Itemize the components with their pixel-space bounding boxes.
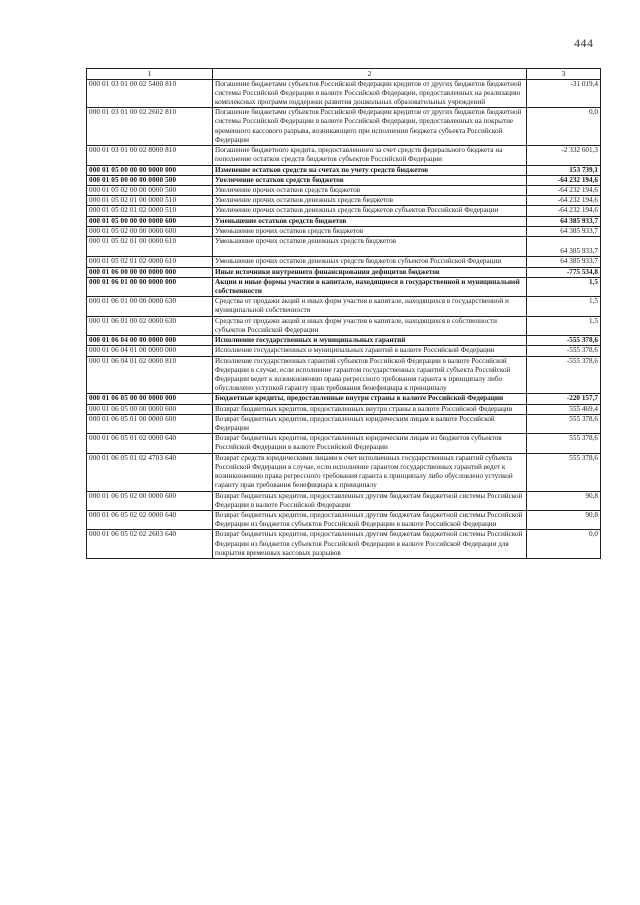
table-row — [87, 277, 601, 296]
description-cell: Увеличение остатков средств бюджетов — [213, 175, 527, 185]
budget-code-cell: 000 01 03 01 00 02 8000 810 — [87, 146, 213, 165]
budget-code-cell: 000 01 05 02 01 02 0000 610 — [87, 257, 213, 267]
amount-cell: 1,5 — [527, 277, 601, 296]
table-row — [87, 257, 601, 267]
budget-code-cell: 000 01 06 04 01 02 0000 810 — [87, 356, 213, 394]
budget-code-cell: 000 01 03 01 00 02 5400 810 — [87, 79, 213, 108]
budget-code-cell: 000 01 06 01 00 00 0000 630 — [87, 297, 213, 316]
amount-cell: 0,0 — [527, 108, 601, 146]
table-row — [87, 404, 601, 414]
table-row — [87, 108, 601, 146]
budget-code-cell: 000 01 05 02 01 00 0000 510 — [87, 196, 213, 206]
table-row — [87, 530, 601, 559]
description-cell: Уменьшение остатков средств бюджетов — [213, 216, 527, 226]
amount-cell: 555 469,4 — [527, 404, 601, 414]
table-row — [87, 316, 601, 335]
budget-code-cell: 000 01 06 01 00 02 0000 630 — [87, 316, 213, 335]
table-row — [87, 346, 601, 356]
table-header-row — [87, 69, 601, 80]
column-header-amount: 3 — [527, 69, 601, 80]
budget-code-cell: 000 01 03 01 00 02 2602 810 — [87, 108, 213, 146]
amount-cell: 90,8 — [527, 511, 601, 530]
description-cell: Возврат средств юридическими лицами в счет исполненных государственных гарантий субъекта Российской Федерации в случае, если исполнение гарантом государственных гарантий ведет к возникновению права регрессного требования гаранта к принципалу либо обусловлено уступкой гаранту прав требования бенефициара к принципалу — [213, 453, 527, 491]
budget-code-cell: 000 01 06 05 01 02 4703 640 — [87, 453, 213, 491]
table-row — [87, 175, 601, 185]
description-cell: Погашение бюджетами субъектов Российской Федерации кредитов от других бюджетов бюджетной системы Российской Федерации в валюте Российской Федерации, предоставленных на покрытие временного кассового разрыва, возникающего при исполнении бюджета субъекта Российской Федерации — [213, 108, 527, 146]
description-cell: Возврат бюджетных кредитов, предоставленных другим бюджетам бюджетной системы Российской Федерации из бюджетов субъектов Российской Федерации в валюте Российской Федерации для покрытия временных кассовых разрывов — [213, 530, 527, 559]
table-row — [87, 146, 601, 165]
amount-cell: 1,5 — [527, 297, 601, 316]
budget-code-cell: 000 01 06 05 00 00 0000 600 — [87, 404, 213, 414]
description-cell: Погашение бюджетами субъектов Российской Федерации кредитов от других бюджетов бюджетной системы Российской Федерации в валюте Российской Федерации, предоставленных на реализацию комплексных программ поддержки развития дошкольных образовательных учреждений — [213, 79, 527, 108]
description-cell: Исполнение государственных и муниципальных гарантий — [213, 336, 527, 346]
amount-cell: -2 332 601,3 — [527, 146, 601, 165]
budget-code-cell: 000 01 06 05 01 02 0000 640 — [87, 434, 213, 453]
amount-cell: -64 232 194,6 — [527, 206, 601, 216]
amount-cell: -555 378,6 — [527, 336, 601, 346]
table-row — [87, 394, 601, 404]
budget-code-cell: 000 01 06 05 02 02 2603 640 — [87, 530, 213, 559]
description-cell: Изменение остатков средств на счетах по учету средств бюджетов — [213, 165, 527, 175]
description-cell: Увеличение прочих остатков средств бюджетов — [213, 186, 527, 196]
amount-cell: -775 534,8 — [527, 267, 601, 277]
amount-cell: 555 378,6 — [527, 434, 601, 453]
amount-cell: -31 019,4 — [527, 79, 601, 108]
description-cell: Возврат бюджетных кредитов, предоставленных юридическим лицам в валюте Российской Федерации — [213, 414, 527, 433]
amount-cell: 64 385 933,7 — [527, 216, 601, 226]
table-row — [87, 196, 601, 206]
budget-code-cell: 000 01 06 01 00 00 0000 000 — [87, 277, 213, 296]
table-row — [87, 206, 601, 216]
budget-code-cell: 000 01 05 00 00 00 0000 500 — [87, 175, 213, 185]
table-row — [87, 216, 601, 226]
amount-cell: -64 232 194,6 — [527, 186, 601, 196]
table-row — [87, 226, 601, 236]
table-row — [87, 165, 601, 175]
description-cell: Возврат бюджетных кредитов, предоставленных юридическим лицам из бюджетов субъектов Российской Федерации в валюте Российской Федерации — [213, 434, 527, 453]
budget-code-cell: 000 01 06 00 00 00 0000 000 — [87, 267, 213, 277]
amount-cell: -64 232 194,6 — [527, 196, 601, 206]
amount-cell: 1,5 — [527, 316, 601, 335]
budget-code-cell: 000 01 06 04 01 00 0000 000 — [87, 346, 213, 356]
description-cell: Увеличение прочих остатков денежных средств бюджетов субъектов Российской Федерации — [213, 206, 527, 216]
table-row — [87, 356, 601, 394]
table-row — [87, 79, 601, 108]
amount-cell: 64 385 933,7 — [527, 257, 601, 267]
amount-cell: -555 378,6 — [527, 346, 601, 356]
budget-code-cell: 000 01 05 02 01 02 0000 510 — [87, 206, 213, 216]
description-cell: Погашение бюджетного кредита, предоставленного за счет средств федерального бюджета на пополнение остатков средств бюджетов субъектов Российской Федерации — [213, 146, 527, 165]
description-cell: Бюджетные кредиты, предоставленные внутри страны в валюте Российской Федерации — [213, 394, 527, 404]
budget-code-cell: 000 01 06 05 01 00 0000 600 — [87, 414, 213, 433]
description-cell: Возврат бюджетных кредитов, предоставленных другим бюджетам бюджетной системы Российской Федерации из бюджетов субъектов Российской Федерации в валюте Российской Федерации — [213, 511, 527, 530]
description-cell: Иные источники внутреннего финансирования дефицитов бюджетов — [213, 267, 527, 277]
budget-code-cell: 000 01 06 05 02 02 0000 640 — [87, 511, 213, 530]
amount-cell: 90,8 — [527, 491, 601, 510]
amount-cell: 64 385 933,7 — [527, 226, 601, 236]
budget-code-cell: 000 01 06 04 00 00 0000 000 — [87, 336, 213, 346]
table-row — [87, 414, 601, 433]
budget-code-cell: 000 01 05 00 00 00 0000 600 — [87, 216, 213, 226]
description-cell: Уменьшение прочих остатков средств бюджетов — [213, 226, 527, 236]
budget-code-cell: 000 01 06 05 02 00 0000 600 — [87, 491, 213, 510]
budget-code-cell: 000 01 05 02 01 00 0000 610 — [87, 237, 213, 257]
budget-code-cell: 000 01 05 00 00 00 0000 000 — [87, 165, 213, 175]
amount-cell: 555 378,6 — [527, 414, 601, 433]
page-number: 444 — [574, 36, 594, 50]
amount-cell: 555 378,6 — [527, 453, 601, 491]
budget-code-cell: 000 01 06 05 00 00 0000 000 — [87, 394, 213, 404]
table-row — [87, 186, 601, 196]
description-cell: Акции и иные формы участия в капитале, находящиеся в государственной и муниципальной собственности — [213, 277, 527, 296]
description-cell: Увеличение прочих остатков денежных средств бюджетов — [213, 196, 527, 206]
description-cell: Возврат бюджетных кредитов, предоставленных другим бюджетам бюджетной системы Российской Федерации в валюте Российской Федерации — [213, 491, 527, 510]
budget-code-cell: 000 01 05 02 00 00 0000 600 — [87, 226, 213, 236]
table-row — [87, 267, 601, 277]
description-cell: Возврат бюджетных кредитов, предоставленных внутри страны в валюте Российской Федерации — [213, 404, 527, 414]
amount-cell: -555 378,6 — [527, 356, 601, 394]
description-cell: Средства от продажи акций и иных форм участия в капитале, находящихся в собственности субъектов Российской Федерации — [213, 316, 527, 335]
table-row — [87, 237, 601, 257]
table-row — [87, 336, 601, 346]
table-row — [87, 453, 601, 491]
table-row — [87, 511, 601, 530]
description-cell: Средства от продажи акций и иных форм участия в капитале, находящихся в государственной и муниципальной собственности — [213, 297, 527, 316]
amount-cell: -220 157,7 — [527, 394, 601, 404]
description-cell: Исполнение государственных и муниципальных гарантий в валюте Российской Федерации — [213, 346, 527, 356]
column-header-code: 1 — [87, 69, 213, 80]
description-cell: Исполнение государственных гарантий субъектов Российской Федерации в валюте Российской Федерации в случае, если исполнение гарантом государственных гарантий субъекта Российской Федерации ведет к возникновению права регрессного требования гаранта к принципалу либо обусловлено уступкой гаранту прав требования бенефициара к принципалу — [213, 356, 527, 394]
amount-cell: 0,0 — [527, 530, 601, 559]
table-row — [87, 491, 601, 510]
description-cell: Уменьшение прочих остатков денежных средств бюджетов субъектов Российской Федерации — [213, 257, 527, 267]
table-row — [87, 434, 601, 453]
table-row — [87, 297, 601, 316]
column-header-description: 2 — [213, 69, 527, 80]
budget-code-cell: 000 01 05 02 00 00 0000 500 — [87, 186, 213, 196]
amount-cell: 64 385 933,7 — [527, 237, 601, 257]
table-body — [87, 79, 601, 559]
budget-sources-table — [86, 68, 601, 559]
amount-cell: -64 232 194,6 — [527, 175, 601, 185]
description-cell: Уменьшение прочих остатков денежных средств бюджетов — [213, 237, 527, 257]
amount-cell: 153 739,1 — [527, 165, 601, 175]
